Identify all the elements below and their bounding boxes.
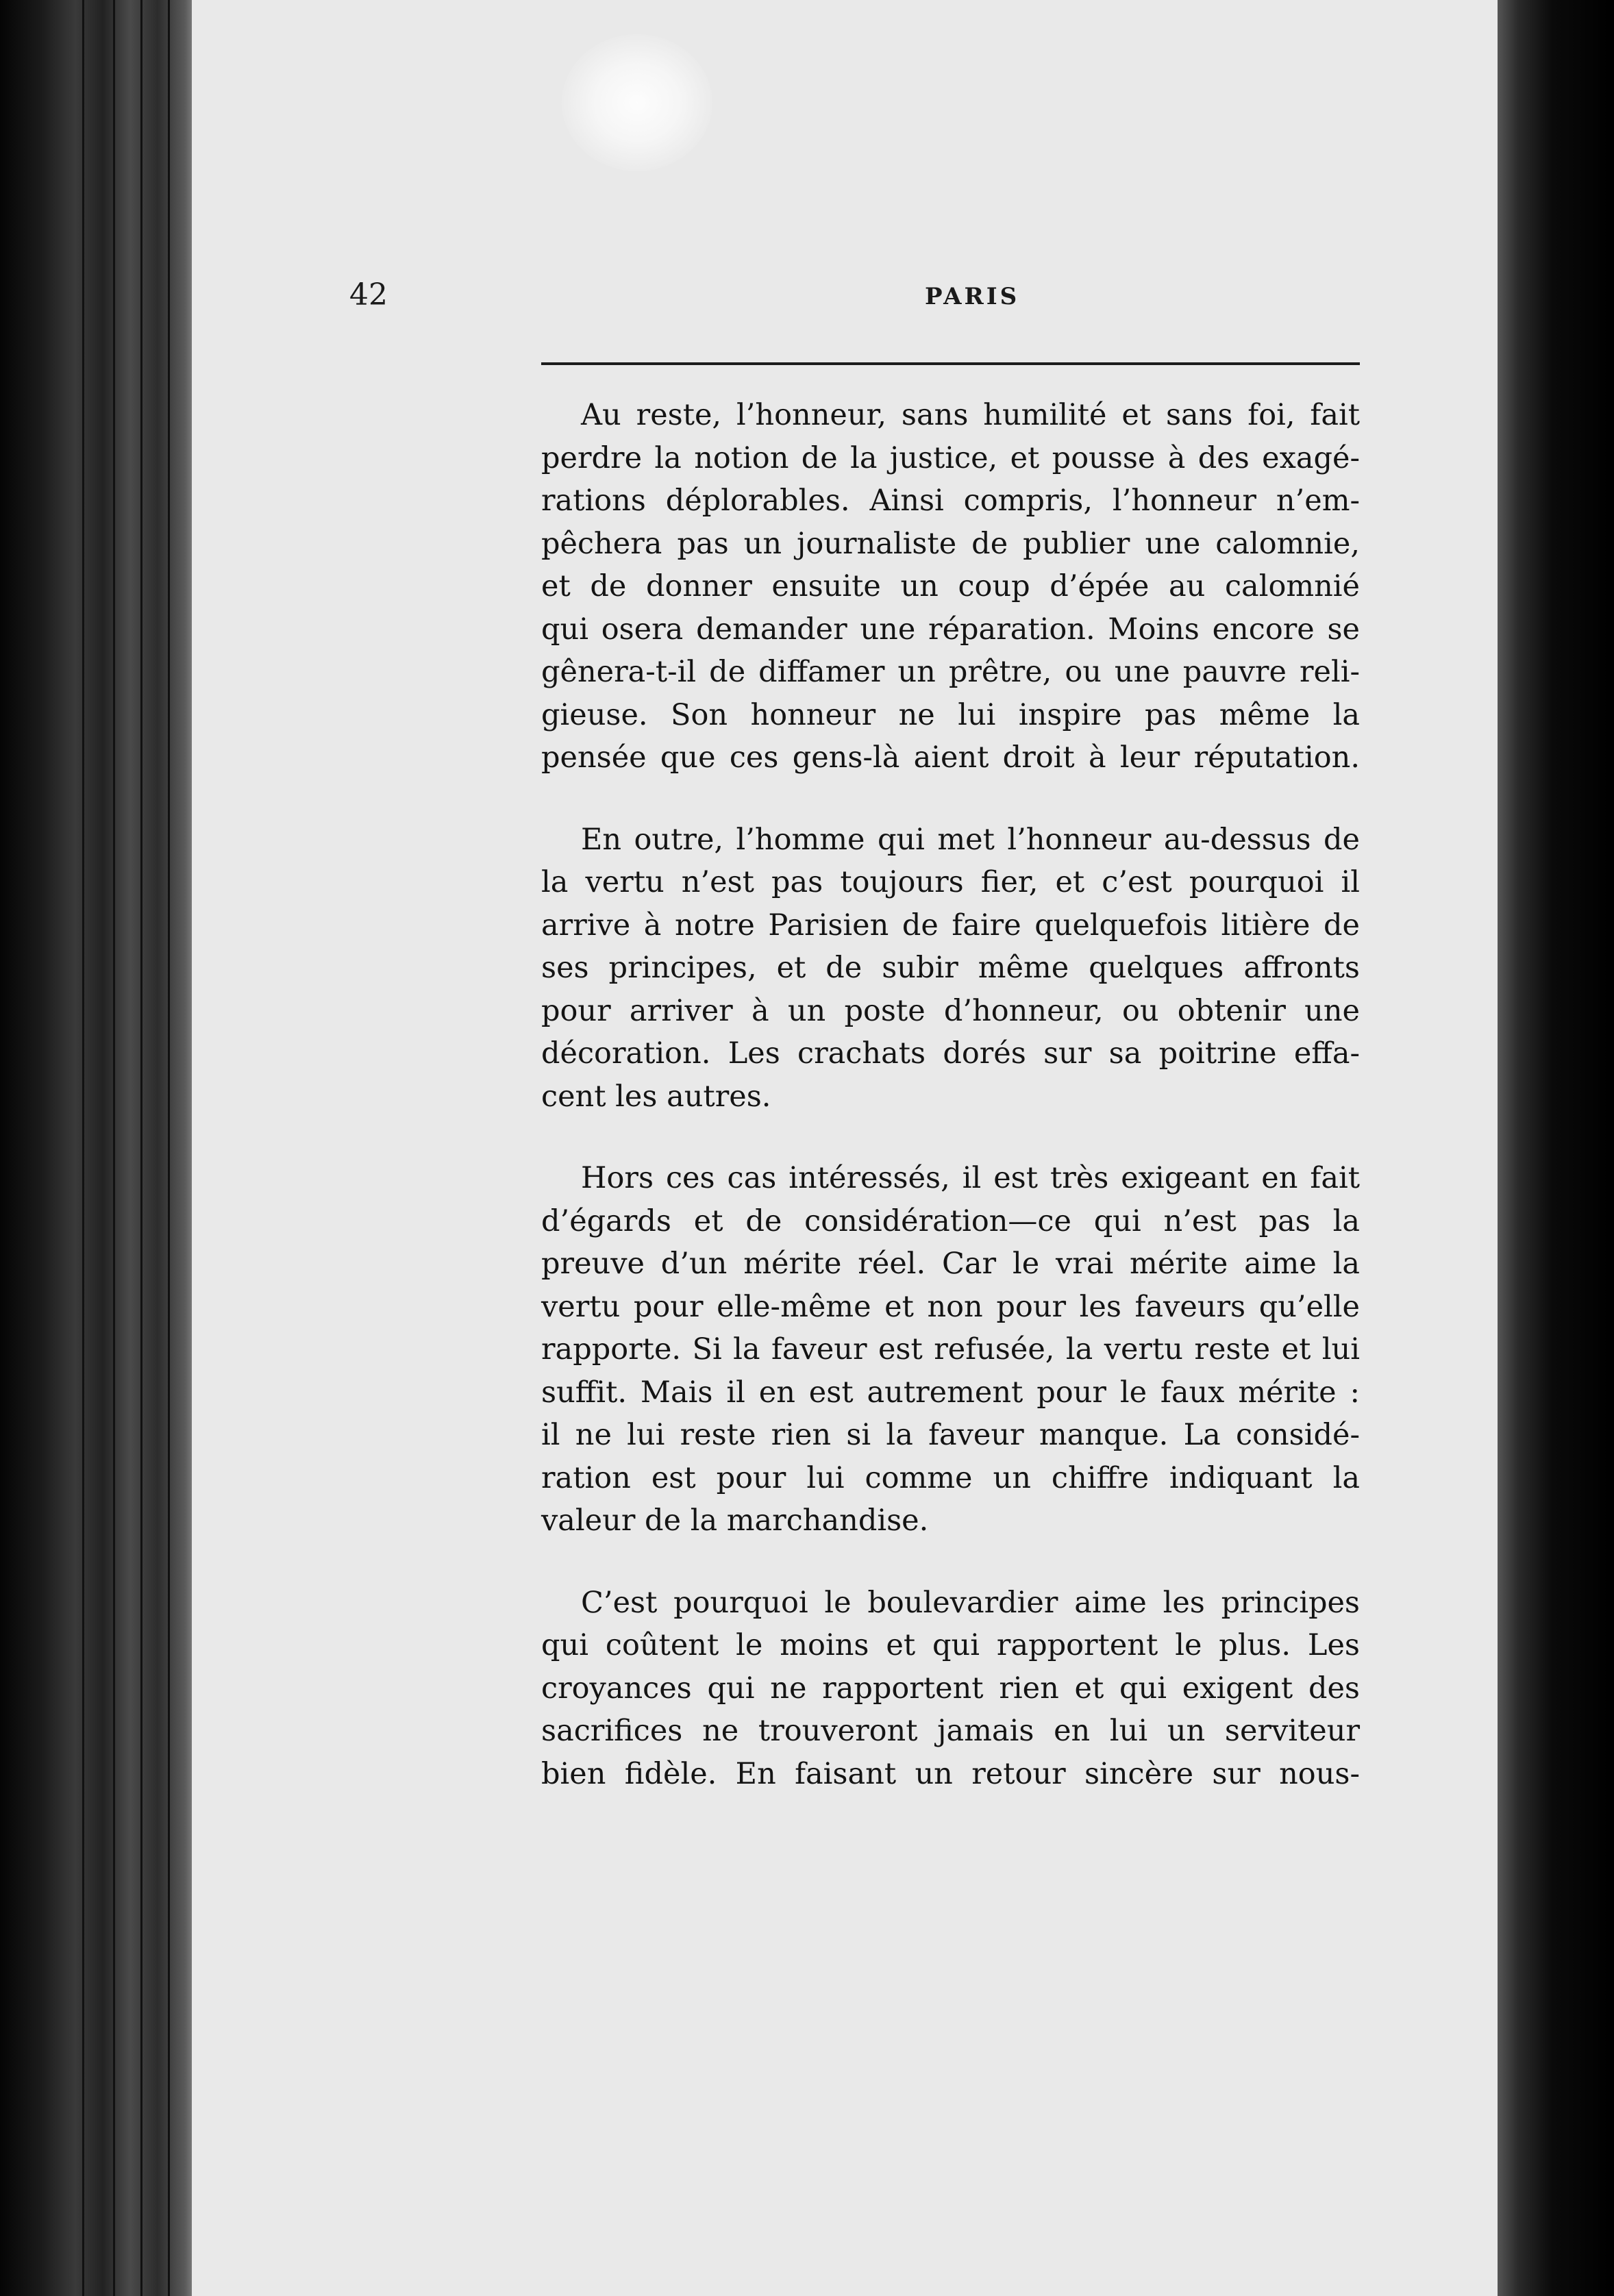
paragraph-1 xyxy=(541,394,1360,779)
text-line: pensée que ces gens-là aient droit à leur réputation. xyxy=(541,740,1360,775)
running-head xyxy=(349,277,1363,319)
paragraph-gap xyxy=(541,1118,1360,1157)
text-line: Hors ces cas intéressés, il est très exigeant en fait xyxy=(581,1161,1360,1195)
scan-right-border xyxy=(1498,0,1614,2296)
text-line: preuve d’un mérite réel. Car le vrai mérite aime la xyxy=(541,1247,1360,1281)
text-line: valeur de la marchandise. xyxy=(541,1503,929,1538)
text-line: Au reste, l’honneur, sans humilité et sans foi, fait xyxy=(581,398,1360,432)
text-line: gênera-t-il de diffamer un prêtre, ou une pauvre reli- xyxy=(541,655,1360,689)
running-title: PARIS xyxy=(925,283,1020,310)
body-text xyxy=(541,394,1360,1795)
paragraph-3 xyxy=(541,1157,1360,1543)
text-line: il ne lui reste rien si la faveur manque. La considé- xyxy=(541,1418,1360,1452)
text-line: ration est pour lui comme un chiffre indiquant la xyxy=(541,1460,1360,1495)
page-edge-line xyxy=(140,0,142,2296)
header-rule xyxy=(541,362,1360,365)
paper-stain xyxy=(562,34,712,171)
scan-binding-edge xyxy=(0,0,192,2296)
page-edge-line xyxy=(168,0,170,2296)
text-line: pêchera pas un journaliste de publier une calomnie, xyxy=(541,526,1360,561)
text-line: décoration. Les crachats dorés sur sa poitrine effa- xyxy=(541,1036,1360,1071)
text-line: arrive à notre Parisien de faire quelquefois litière de xyxy=(541,908,1360,943)
text-line: qui coûtent le moins et qui rapportent le plus. Les xyxy=(541,1628,1360,1662)
text-line: et de donner ensuite un coup d’épée au calomnié xyxy=(541,569,1360,603)
text-line: cent les autres. xyxy=(541,1079,771,1114)
text-line: pour arriver à un poste d’honneur, ou obtenir une xyxy=(541,993,1360,1028)
page-number: 42 xyxy=(349,277,388,312)
text-line: d’égards et de considération—ce qui n’est pas la xyxy=(541,1203,1360,1238)
text-line: bien fidèle. En faisant un retour sincère sur nous- xyxy=(541,1756,1360,1791)
text-line: rations déplorables. Ainsi compris, l’honneur n’em- xyxy=(541,484,1360,518)
text-line: vertu pour elle-même et non pour les faveurs qu’elle xyxy=(541,1289,1360,1324)
text-line: la vertu n’est pas toujours fier, et c’est pourquoi il xyxy=(541,865,1360,899)
text-line: croyances qui ne rapportent rien et qui exigent des xyxy=(541,1671,1360,1706)
text-line: perdre la notion de la justice, et pousse à des exagé- xyxy=(541,440,1360,475)
text-line: sacrifices ne trouveront jamais en lui un serviteur xyxy=(541,1714,1360,1748)
paragraph-gap xyxy=(541,1543,1360,1582)
text-line: qui osera demander une réparation. Moins encore se xyxy=(541,612,1360,647)
text-line: gieuse. Son honneur ne lui inspire pas même la xyxy=(541,697,1360,732)
text-line: En outre, l’homme qui met l’honneur au-dessus de xyxy=(581,822,1360,857)
text-line: rapporte. Si la faveur est refusée, la vertu reste et lui xyxy=(541,1332,1360,1367)
paragraph-gap xyxy=(541,779,1360,819)
page-edge-line xyxy=(113,0,115,2296)
text-line: suffit. Mais il en est autrement pour le faux mérite : xyxy=(541,1375,1360,1410)
page-edge-line xyxy=(82,0,84,2296)
paragraph-2 xyxy=(541,819,1360,1119)
text-line: ses principes, et de subir même quelques affronts xyxy=(541,951,1360,985)
text-line: C’est pourquoi le boulevardier aime les principes xyxy=(581,1585,1360,1620)
paragraph-4 xyxy=(541,1582,1360,1796)
